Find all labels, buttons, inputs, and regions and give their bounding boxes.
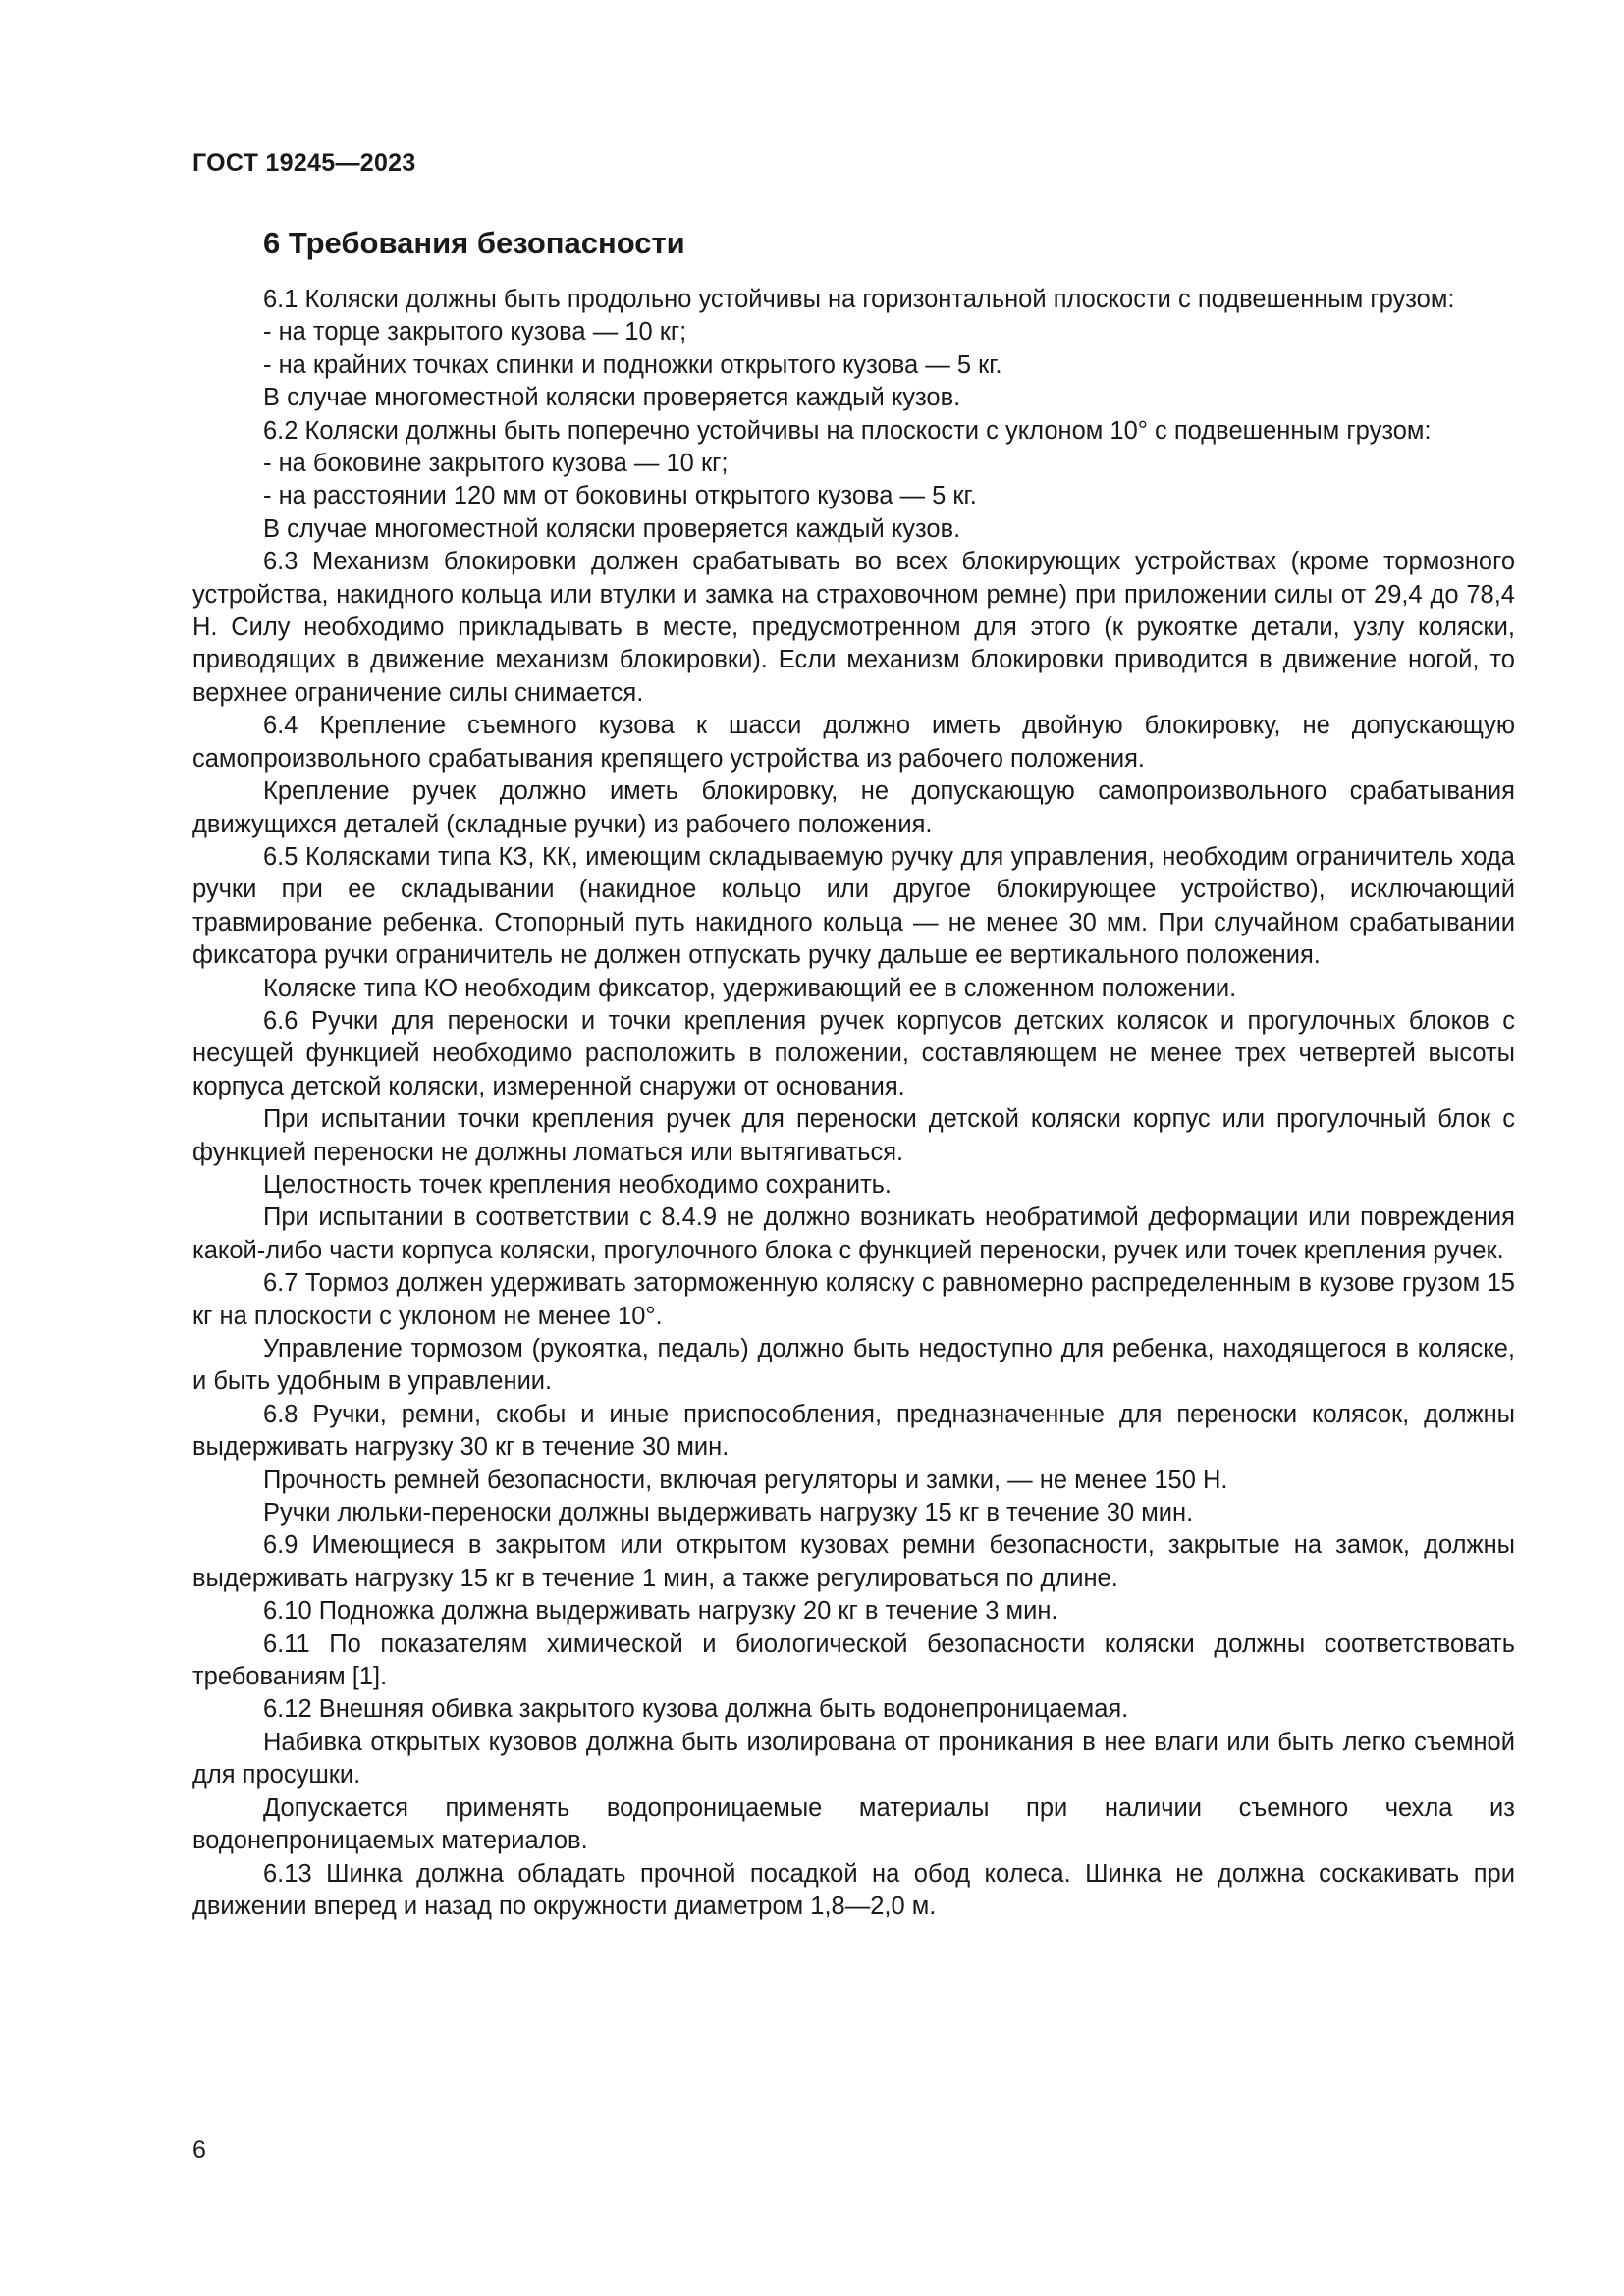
- paragraph: 6.11 По показателям химической и биологической безопасности коляски должны соответствовать требованиям [1].: [192, 1629, 1515, 1691]
- paragraph: Допускается применять водопроницаемые материалы при наличии съемного чехла из водонепроницаемых материалов.: [192, 1793, 1515, 1855]
- paragraph: 6.3 Механизм блокировки должен срабатывать во всех блокирующих устройствах (кроме тормозного устройства, накидного кольца или втулки и замка на страховочном ремне) при приложении силы от 29,4 до 78,4 Н. Силу необходимо прикладывать в месте, предусмотренном для этого (к рукоятке детали, узлу коляски, приводящих в движение механизм блокировки). Если механизм блокировки приводится в движение ногой, то верхнее ограничение силы снимается.: [192, 548, 1515, 707]
- paragraph: 6.13 Шинка должна обладать прочной посадкой на обод колеса. Шинка не должна соскакивать при движении вперед и назад по окружности диаметром 1,8—2,0 м.: [192, 1859, 1515, 1920]
- paragraph: Управление тормозом (рукоятка, педаль) должно быть недоступно для ребенка, находящегося в коляске, и быть удобным в управлении.: [192, 1335, 1515, 1396]
- paragraph: Целостность точек крепления необходимо сохранить.: [263, 1170, 893, 1199]
- paragraph: В случае многоместной коляски проверяется каждый кузов.: [263, 514, 961, 543]
- paragraph: При испытании в соответствии с 8.4.9 не должно возникать необратимой деформации или повреждения какой-либо части корпуса коляски, прогулочного блока с функцией переноски, ручек или точек крепления ручек.: [192, 1203, 1515, 1264]
- paragraph: Прочность ремней безопасности, включая регуляторы и замки, — не менее 150 Н.: [263, 1466, 1228, 1494]
- paragraph: 6.6 Ручки для переноски и точки крепления ручек корпусов детских колясок и прогулочных блоков с несущей функцией необходимо расположить в положении, составляющем не менее трех четвертей высоты корпуса детской коляски, измеренной снаружи от основания.: [192, 1006, 1515, 1100]
- paragraph: Коляске типа КО необходим фиксатор, удерживающий ее в сложенном положении.: [263, 974, 1237, 1002]
- list-item: - на торце закрытого кузова — 10 кг;: [263, 318, 687, 347]
- paragraph: 6.10 Подножка должна выдерживать нагрузку 20 кг в течение 3 мин.: [263, 1597, 1058, 1626]
- list-item: - на крайних точках спинки и подножки открытого кузова — 5 кг.: [263, 350, 1002, 379]
- paragraph: 6.8 Ручки, ремни, скобы и иные приспособления, предназначенные для переноски колясок, должны выдерживать нагрузку 30 кг в течение 30 мин.: [192, 1400, 1515, 1462]
- section-title: 6 Требования безопасности: [263, 226, 685, 260]
- list-item: - на расстоянии 120 мм от боковины открытого кузова — 5 кг.: [263, 482, 977, 510]
- paragraph: Крепление ручек должно иметь блокировку, не допускающую самопроизвольного срабатывания движущихся деталей (складные ручки) из рабочего положения.: [192, 777, 1515, 838]
- paragraph: 6.12 Внешняя обивка закрытого кузова должна быть водонепроницаемая.: [263, 1695, 1129, 1724]
- paragraph: 6.9 Имеющиеся в закрытом или открытом кузовах ремни безопасности, закрытые на замок, должны выдерживать нагрузку 15 кг в течение 1 мин, а также регулироваться по длине.: [192, 1531, 1515, 1592]
- paragraph: При испытании точки крепления ручек для переноски детской коляски корпус или прогулочный блок с функцией переноски не должны ломаться или вытягиваться.: [192, 1105, 1515, 1166]
- paragraph: Ручки люльки-переноски должны выдерживать нагрузку 15 кг в течение 30 мин.: [263, 1499, 1194, 1527]
- paragraph: В случае многоместной коляски проверяется каждый кузов.: [263, 384, 961, 412]
- paragraph: 6.4 Крепление съемного кузова к шасси должно иметь двойную блокировку, не допускающую самопроизвольного срабатывания крепящего устройства из рабочего положения.: [192, 712, 1515, 773]
- paragraph: Набивка открытых кузовов должна быть изолирована от проникания в нее влаги или быть легко съемной для просушки.: [192, 1728, 1515, 1789]
- section-body: [192, 284, 1515, 1923]
- page-number: 6: [192, 2136, 206, 2163]
- document-code-header: ГОСТ 19245—2023: [192, 149, 416, 177]
- list-item: - на боковине закрытого кузова — 10 кг;: [263, 450, 729, 478]
- paragraph: 6.5 Колясками типа КЗ, КК, имеющим складываемую ручку для управления, необходим ограничитель хода ручки при ее складывании (накидное кольцо или другое блокирующее устройство), исключающий травмирование ребенка. Стопорный путь накидного кольца — не менее 30 мм. При случайном срабатывании фиксатора ручки ограничитель не должен отпускать ручку дальше ее вертикального положения.: [192, 842, 1515, 970]
- paragraph: 6.2 Коляски должны быть поперечно устойчивы на плоскости с уклоном 10° с подвешенным грузом:: [263, 416, 1432, 445]
- paragraph: 6.1 Коляски должны быть продольно устойчивы на горизонтальной плоскости с подвешенным грузом:: [263, 286, 1455, 313]
- paragraph: 6.7 Тормоз должен удерживать заторможенную коляску с равномерно распределенным в кузове грузом 15 кг на плоскости с уклоном не менее 10°.: [192, 1269, 1515, 1330]
